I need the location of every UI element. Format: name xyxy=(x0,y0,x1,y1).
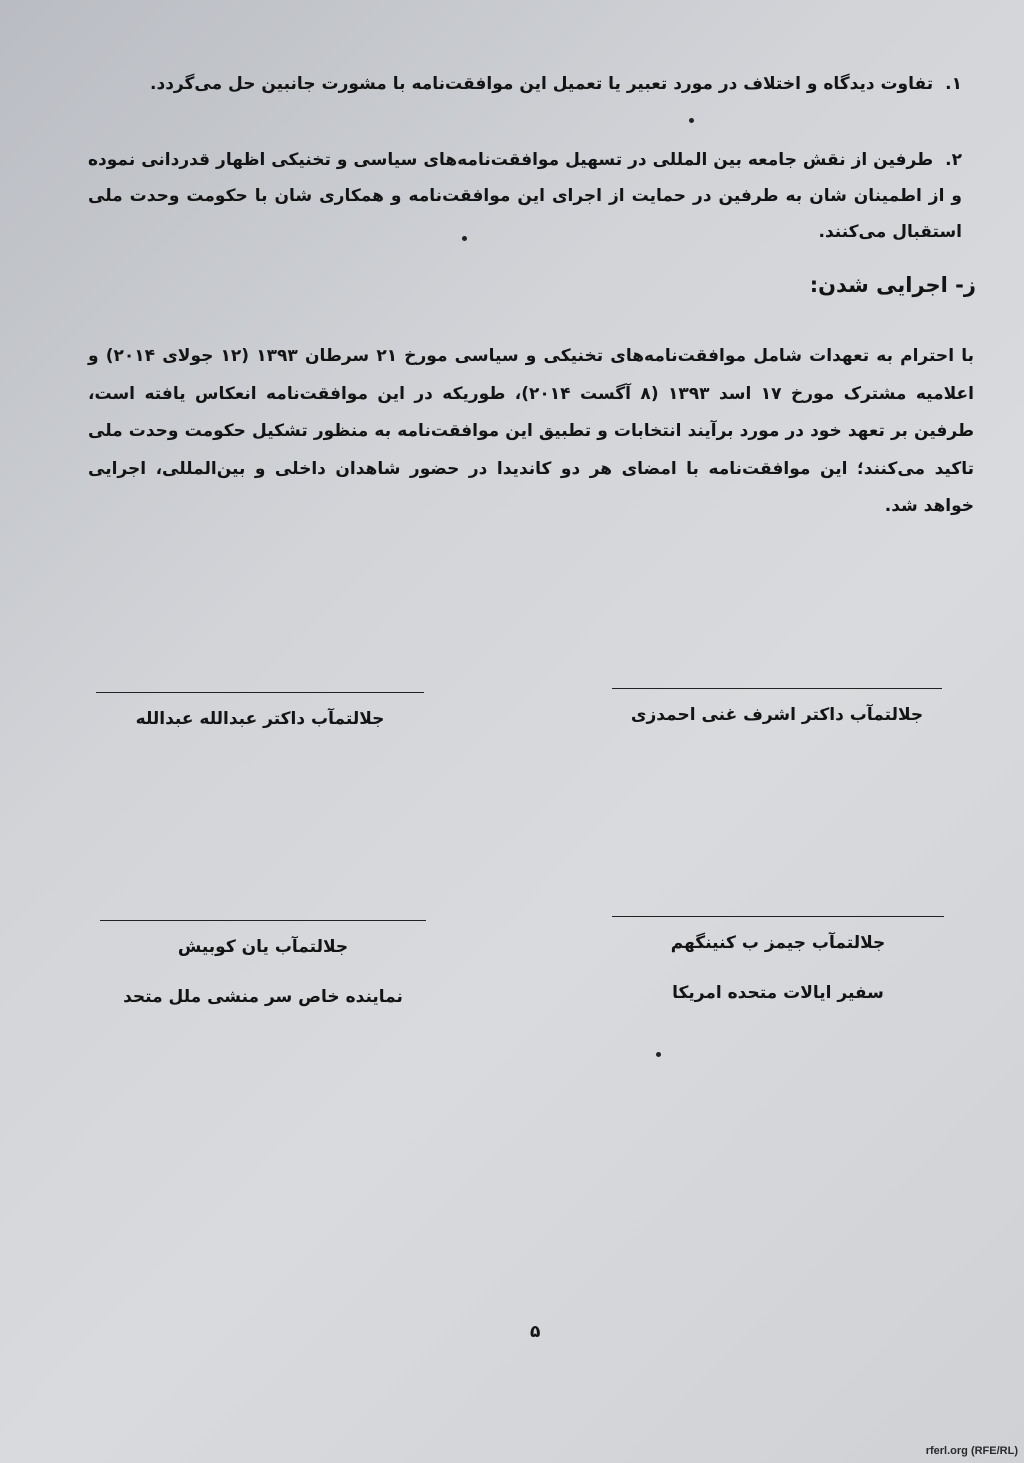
list-item-text: تفاوت دیدگاه و اختلاف در مورد تعبیر یا تعمیل این موافقت‌نامه با مشورت جانبین حل می‌گردد. xyxy=(150,74,934,94)
signature-line xyxy=(100,920,426,921)
list-item-number: ۱. xyxy=(945,74,962,94)
section-heading: ز- اجرایی شدن: xyxy=(809,273,976,297)
list-item-1 xyxy=(90,66,962,102)
signatory-name: جلالتمآب داکتر اشرف غنی احمدزی xyxy=(630,705,924,725)
signatory-name: جلالتمآب جیمز ب کنینگهم xyxy=(670,933,886,953)
list-item-text: طرفین از نقش جامعه بین المللی در تسهیل موافقت‌نامه‌های سیاسی و تخنیکی اظهار قدردانی نموده و از اطمینان شان به طرفین در حمایت از اجرای این موافقت‌نامه و همکاری شان با حکومت وحدت ملی استقبال می‌کنند. xyxy=(88,150,962,242)
signature-block-cunningham xyxy=(612,916,944,1005)
list-item-2 xyxy=(88,142,962,250)
signature-block-kubis xyxy=(100,920,426,1009)
page-number: ۵ xyxy=(530,1322,541,1342)
signatory-name: جلالتمآب داکتر عبدالله عبدالله xyxy=(135,709,385,729)
list-item-number: ۲. xyxy=(945,150,962,170)
ink-dot xyxy=(656,1052,661,1057)
section-paragraph: با احترام به تعهدات شامل موافقت‌نامه‌های تخنیکی و سیاسی مورخ ۲۱ سرطان ۱۳۹۳ (۱۲ جولای ۲۰۱۴) و اعلامیه مشترک مورخ ۱۷ اسد ۱۳۹۳ (۸ آگست ۲۰۱۴)، طوریکه در این موافقت‌نامه انعکاس یافته است، طرفین بر تعهد خود در مورد برآیند انتخابات و تطبیق این موافقت‌نامه به منظور تشکیل حکومت وحدت ملی تاکید می‌کنند؛ این موافقت‌نامه با امضای هر دو کاندیدا در حضور شاهدان داخلی و بین‌المللی، اجرایی خواهد شد. xyxy=(88,346,974,516)
signature-line xyxy=(612,916,944,917)
ink-dot xyxy=(462,236,467,241)
source-watermark: rferl.org (RFE/RL) xyxy=(925,1445,1018,1457)
signature-line xyxy=(612,688,942,689)
signature-block-abdullah xyxy=(96,692,424,731)
signatory-title: نماینده خاص سر منشی ملل متحد xyxy=(123,987,403,1007)
signatory-name: جلالتمآب یان کوبیش xyxy=(177,937,349,957)
signature-line xyxy=(96,692,424,693)
signature-block-ghani xyxy=(612,688,942,727)
ink-dot xyxy=(689,118,694,123)
signatory-title: سفیر ایالات متحده امریکا xyxy=(672,983,884,1003)
